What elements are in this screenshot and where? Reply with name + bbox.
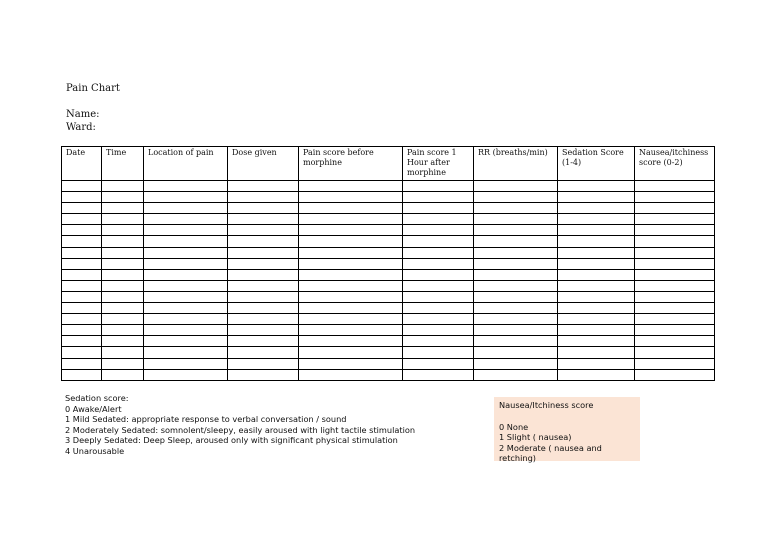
table-cell[interactable] <box>62 347 102 358</box>
table-cell[interactable] <box>403 258 474 269</box>
table-cell[interactable] <box>62 303 102 314</box>
header-location: Location of pain <box>144 147 228 181</box>
table-cell[interactable] <box>228 258 299 269</box>
table-cell[interactable] <box>228 225 299 236</box>
table-header-row <box>62 147 715 181</box>
table-cell[interactable] <box>635 214 715 225</box>
table-cell[interactable] <box>403 325 474 336</box>
nausea-legend <box>494 397 640 464</box>
table-row <box>62 314 715 325</box>
table-cell[interactable] <box>299 303 403 314</box>
table-row <box>62 291 715 302</box>
table-cell[interactable] <box>102 214 144 225</box>
table-row <box>62 358 715 369</box>
nausea-item: 2 Moderate ( nausea and retching) <box>499 442 602 464</box>
table-cell[interactable] <box>403 236 474 247</box>
table-cell[interactable] <box>228 181 299 192</box>
table-cell[interactable] <box>62 369 102 380</box>
table-row <box>62 236 715 247</box>
table-cell[interactable] <box>62 203 102 214</box>
table-cell[interactable] <box>102 203 144 214</box>
table-cell[interactable] <box>474 258 558 269</box>
table-cell[interactable] <box>228 358 299 369</box>
table-cell[interactable] <box>144 280 228 291</box>
table-cell[interactable] <box>299 280 403 291</box>
nausea-item: 1 Slight ( nausea) <box>499 432 572 443</box>
table-cell[interactable] <box>144 192 228 203</box>
name-label: Name: <box>66 109 100 120</box>
table-cell[interactable] <box>62 247 102 258</box>
table-row <box>62 225 715 236</box>
table-cell[interactable] <box>403 181 474 192</box>
table-cell[interactable] <box>474 181 558 192</box>
table-cell[interactable] <box>558 181 635 192</box>
table-cell[interactable] <box>299 236 403 247</box>
table-cell[interactable] <box>558 247 635 258</box>
table-cell[interactable] <box>62 358 102 369</box>
header-rr: RR (breaths/min) <box>474 147 558 181</box>
table-cell[interactable] <box>635 369 715 380</box>
table-cell[interactable] <box>102 181 144 192</box>
table-cell[interactable] <box>474 325 558 336</box>
table-cell[interactable] <box>474 314 558 325</box>
table-cell[interactable] <box>474 203 558 214</box>
table-cell[interactable] <box>474 247 558 258</box>
table-cell[interactable] <box>299 269 403 280</box>
table-cell[interactable] <box>474 214 558 225</box>
table-cell[interactable] <box>62 325 102 336</box>
table-cell[interactable] <box>635 247 715 258</box>
table-cell[interactable] <box>635 181 715 192</box>
table-cell[interactable] <box>144 314 228 325</box>
table-cell[interactable] <box>558 203 635 214</box>
table-cell[interactable] <box>558 336 635 347</box>
table-cell[interactable] <box>299 369 403 380</box>
table-cell[interactable] <box>558 347 635 358</box>
table-cell[interactable] <box>228 291 299 302</box>
table-cell[interactable] <box>474 291 558 302</box>
header-sedation: Sedation Score (1-4) <box>558 147 635 181</box>
pain-chart-table <box>61 146 715 381</box>
ward-label: Ward: <box>66 122 96 133</box>
table-cell[interactable] <box>635 225 715 236</box>
table-cell[interactable] <box>102 258 144 269</box>
table-row <box>62 347 715 358</box>
table-cell[interactable] <box>62 280 102 291</box>
table-cell[interactable] <box>228 325 299 336</box>
table-cell[interactable] <box>62 236 102 247</box>
table-cell[interactable] <box>635 325 715 336</box>
table-cell[interactable] <box>102 303 144 314</box>
sedation-item: 4 Unarousable <box>65 445 125 456</box>
table-cell[interactable] <box>635 291 715 302</box>
table-cell[interactable] <box>474 192 558 203</box>
table-cell[interactable] <box>144 181 228 192</box>
table-cell[interactable] <box>474 225 558 236</box>
table-cell[interactable] <box>102 325 144 336</box>
table-cell[interactable] <box>474 369 558 380</box>
page-title: Pain Chart <box>66 83 120 94</box>
table-cell[interactable] <box>299 347 403 358</box>
table-row <box>62 280 715 291</box>
table-cell[interactable] <box>228 280 299 291</box>
sedation-legend-title: Sedation score: <box>65 393 129 403</box>
table-cell[interactable] <box>144 236 228 247</box>
table-cell[interactable] <box>62 225 102 236</box>
table-cell[interactable] <box>299 181 403 192</box>
table-cell[interactable] <box>635 347 715 358</box>
table-cell[interactable] <box>299 225 403 236</box>
table-cell[interactable] <box>144 214 228 225</box>
table-cell[interactable] <box>635 314 715 325</box>
table-cell[interactable] <box>299 291 403 302</box>
table-cell[interactable] <box>144 303 228 314</box>
table-cell[interactable] <box>62 192 102 203</box>
table-row <box>62 325 715 336</box>
table-cell[interactable] <box>62 336 102 347</box>
nausea-item: 0 None <box>499 421 529 432</box>
table-cell[interactable] <box>102 247 144 258</box>
table-cell[interactable] <box>474 303 558 314</box>
table-cell[interactable] <box>299 203 403 214</box>
table-cell[interactable] <box>228 303 299 314</box>
table-cell[interactable] <box>228 369 299 380</box>
table-cell[interactable] <box>558 314 635 325</box>
header-pain-after: Pain score 1 Hour after morphine <box>403 147 474 181</box>
table-row <box>62 247 715 258</box>
table-cell[interactable] <box>474 280 558 291</box>
table-cell[interactable] <box>403 336 474 347</box>
table-row <box>62 214 715 225</box>
table-cell[interactable] <box>144 269 228 280</box>
table-cell[interactable] <box>403 303 474 314</box>
nausea-legend-title: Nausea/Itchiness score <box>499 400 594 410</box>
table-cell[interactable] <box>403 214 474 225</box>
table-cell[interactable] <box>228 192 299 203</box>
table-cell[interactable] <box>62 269 102 280</box>
table-cell[interactable] <box>635 336 715 347</box>
table-cell[interactable] <box>403 225 474 236</box>
table-cell[interactable] <box>144 203 228 214</box>
table-cell[interactable] <box>474 236 558 247</box>
table-cell[interactable] <box>102 358 144 369</box>
table-cell[interactable] <box>403 247 474 258</box>
table-cell[interactable] <box>228 214 299 225</box>
table-cell[interactable] <box>62 291 102 302</box>
sedation-item: 3 Deeply Sedated: Deep Sleep, aroused only with significant physical stimulation <box>65 435 398 446</box>
table-body <box>62 181 715 381</box>
header-date: Date <box>62 147 102 181</box>
table-cell[interactable] <box>635 236 715 247</box>
table-cell[interactable] <box>403 203 474 214</box>
header-nausea: Nausea/itchiness score (0-2) <box>635 147 715 181</box>
table-cell[interactable] <box>144 325 228 336</box>
table-cell[interactable] <box>144 258 228 269</box>
table-cell[interactable] <box>144 291 228 302</box>
table-cell[interactable] <box>635 303 715 314</box>
table-cell[interactable] <box>299 192 403 203</box>
table-row <box>62 192 715 203</box>
table-cell[interactable] <box>102 280 144 291</box>
sedation-legend <box>65 393 415 457</box>
table-cell[interactable] <box>228 336 299 347</box>
table-cell[interactable] <box>558 291 635 302</box>
table-cell[interactable] <box>102 225 144 236</box>
table-row <box>62 181 715 192</box>
table-cell[interactable] <box>635 203 715 214</box>
table-cell[interactable] <box>299 325 403 336</box>
table-row <box>62 369 715 380</box>
table-cell[interactable] <box>558 303 635 314</box>
table-cell[interactable] <box>558 225 635 236</box>
table-cell[interactable] <box>474 347 558 358</box>
table-cell[interactable] <box>228 314 299 325</box>
table-cell[interactable] <box>62 214 102 225</box>
table-cell[interactable] <box>635 258 715 269</box>
table-cell[interactable] <box>558 236 635 247</box>
table-cell[interactable] <box>144 225 228 236</box>
table-cell[interactable] <box>102 314 144 325</box>
table-cell[interactable] <box>635 358 715 369</box>
table-cell[interactable] <box>299 336 403 347</box>
table-cell[interactable] <box>299 314 403 325</box>
table-cell[interactable] <box>144 369 228 380</box>
table-cell[interactable] <box>474 358 558 369</box>
table-cell[interactable] <box>558 192 635 203</box>
table-cell[interactable] <box>558 325 635 336</box>
table-cell[interactable] <box>403 314 474 325</box>
table-cell[interactable] <box>403 291 474 302</box>
table-cell[interactable] <box>299 214 403 225</box>
table-cell[interactable] <box>144 347 228 358</box>
table-cell[interactable] <box>403 358 474 369</box>
table-row <box>62 258 715 269</box>
table-cell[interactable] <box>635 192 715 203</box>
table-row <box>62 303 715 314</box>
table-cell[interactable] <box>558 369 635 380</box>
table-cell[interactable] <box>635 280 715 291</box>
table-cell[interactable] <box>558 269 635 280</box>
table-cell[interactable] <box>635 269 715 280</box>
table-cell[interactable] <box>403 192 474 203</box>
table-cell[interactable] <box>228 269 299 280</box>
table-cell[interactable] <box>403 369 474 380</box>
table-cell[interactable] <box>102 192 144 203</box>
table-cell[interactable] <box>144 247 228 258</box>
table-cell[interactable] <box>558 358 635 369</box>
table-cell[interactable] <box>102 236 144 247</box>
table-cell[interactable] <box>558 280 635 291</box>
table-cell[interactable] <box>228 203 299 214</box>
table-cell[interactable] <box>102 336 144 347</box>
table-cell[interactable] <box>102 269 144 280</box>
table-cell[interactable] <box>228 236 299 247</box>
header-dose: Dose given <box>228 147 299 181</box>
sedation-item: 0 Awake/Alert <box>65 403 122 414</box>
table-row <box>62 203 715 214</box>
patient-fields <box>66 108 99 134</box>
table-cell[interactable] <box>474 336 558 347</box>
table-cell[interactable] <box>558 258 635 269</box>
table-cell[interactable] <box>228 347 299 358</box>
table-cell[interactable] <box>62 258 102 269</box>
table-cell[interactable] <box>102 369 144 380</box>
table-cell[interactable] <box>62 314 102 325</box>
table-cell[interactable] <box>102 291 144 302</box>
table-cell[interactable] <box>299 258 403 269</box>
table-cell[interactable] <box>403 269 474 280</box>
header-time: Time <box>102 147 144 181</box>
table-cell[interactable] <box>403 347 474 358</box>
table-cell[interactable] <box>299 358 403 369</box>
table-cell[interactable] <box>144 358 228 369</box>
table-row <box>62 269 715 280</box>
sedation-item: 1 Mild Sedated: appropriate response to verbal conversation / sound <box>65 414 347 425</box>
table-row <box>62 336 715 347</box>
table-cell[interactable] <box>403 280 474 291</box>
table-cell[interactable] <box>299 247 403 258</box>
table-cell[interactable] <box>558 214 635 225</box>
table-cell[interactable] <box>228 247 299 258</box>
table-cell[interactable] <box>102 347 144 358</box>
table-cell[interactable] <box>474 269 558 280</box>
table-cell[interactable] <box>62 181 102 192</box>
sedation-item: 2 Moderately Sedated: somnolent/sleepy, easily aroused with light tactile stimulation <box>65 424 416 435</box>
table-cell[interactable] <box>144 336 228 347</box>
header-pain-before: Pain score before morphine <box>299 147 403 181</box>
